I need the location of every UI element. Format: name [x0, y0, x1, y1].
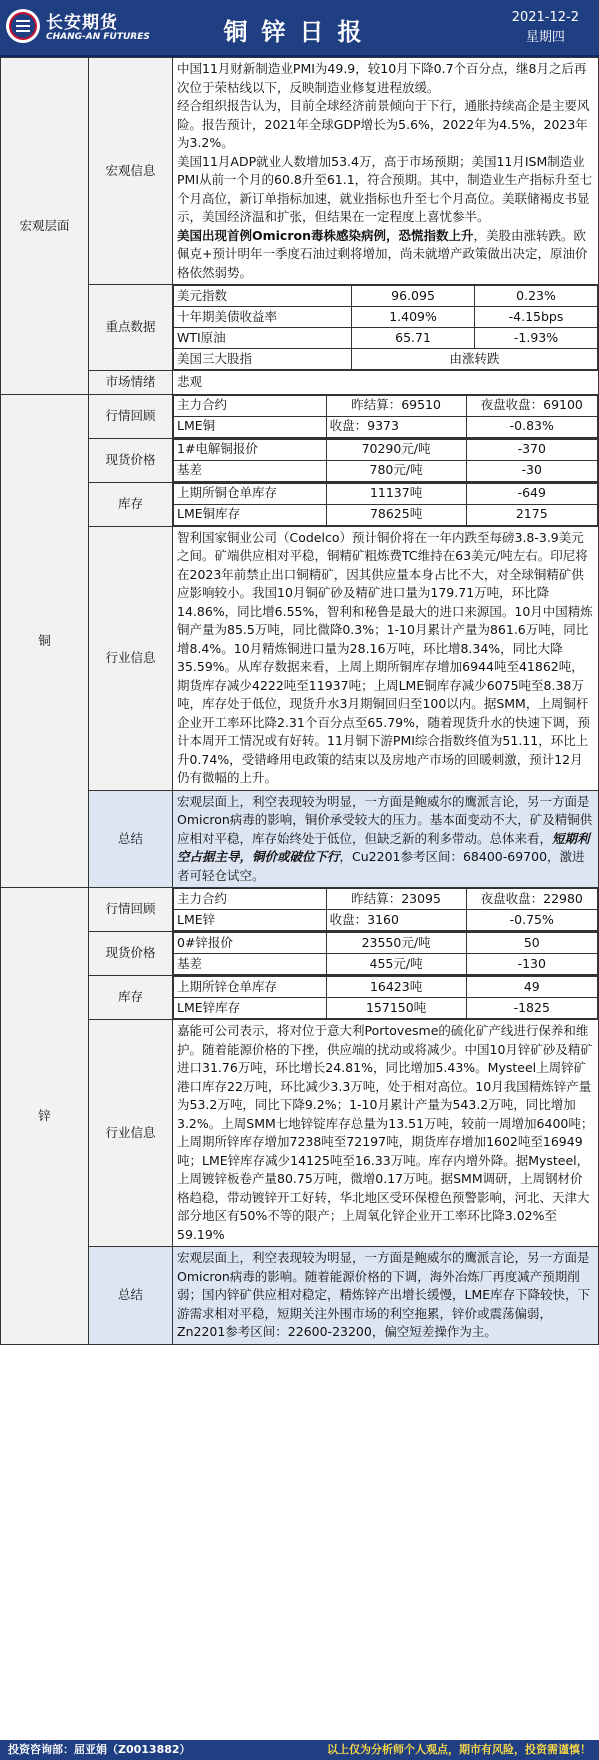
quote-value: 昨结算：69510 — [326, 395, 466, 416]
macro-key-table — [173, 285, 598, 370]
section-macro: 宏观层面 — [1, 58, 89, 395]
inv-name: LME铜库存 — [174, 504, 327, 525]
quote-value: 收盘：3160 — [326, 910, 466, 931]
zinc-summary-label: 总结 — [89, 1247, 173, 1345]
spot-name: 0#锌报价 — [174, 933, 327, 954]
inv-value: 78625吨 — [326, 504, 466, 525]
quote-change: -0.83% — [466, 416, 597, 437]
copper-spot-table — [173, 439, 598, 482]
zinc-inv-label: 库存 — [89, 976, 173, 1020]
spot-change: 50 — [466, 933, 597, 954]
copper-summary-tail: ，Cu2201参考区间：68400-69700，激进者可轻仓试空。 — [177, 849, 585, 883]
company-name-en: CHANG-AN FUTURES — [46, 32, 150, 42]
spot-change: -30 — [466, 460, 597, 481]
zinc-summary-text: 宏观层面上，利空表现较为明显，一方面是鲍威尔的鹰派言论，另一方面是Omicron病毒的影响。随着能源价格的下调，海外冶炼厂再度减产预期削弱；国内锌矿供应相对稳定，精炼锌产出增长缓慢，LME库存下降较快，下游需求相对平稳，短期关注外围市场的利空拖累，锌价或震荡偏弱，Zn2201参考区间：22600-23200，偏空短差操作为主。 — [173, 1247, 599, 1345]
copper-summary-label: 总结 — [89, 790, 173, 888]
table-row — [174, 933, 598, 954]
footer-analyst: 投资咨询部：屈亚娟（Z0013882） — [8, 1743, 191, 1756]
zinc-spot-label: 现货价格 — [89, 932, 173, 976]
report-title: 铜锌日报 — [223, 18, 376, 46]
quote-name: LME铜 — [174, 416, 327, 437]
table-row — [174, 307, 598, 328]
macro-info-p3: 美国11月ADP就业人数增加53.4万，高于市场预期；美国11月ISM制造业PMI从前一个月的60.8升至61.1，符合预期。其中，制造业生产指标升至七个月高位，新订单指标加速，就业指标也升至七个月高位。美联储褐皮书显示，美国经济温和扩张，但结果在一定程度上喜忧参半。 — [177, 153, 593, 224]
inv-change: 2175 — [466, 504, 597, 525]
quote-change: 夜盘收盘：22980 — [466, 889, 597, 910]
report-date — [512, 8, 579, 48]
table-row — [174, 954, 598, 975]
zinc-quote-cell — [173, 888, 599, 932]
report-footer — [0, 1740, 599, 1760]
spot-change: -370 — [466, 439, 597, 460]
macro-key-cell — [173, 285, 599, 371]
table-row — [174, 349, 598, 370]
inv-value: 11137吨 — [326, 483, 466, 504]
spot-value: 23550元/吨 — [326, 933, 466, 954]
copper-quote-label: 行情回顾 — [89, 394, 173, 438]
copper-industry-label: 行业信息 — [89, 526, 173, 790]
copper-inv-table — [173, 483, 598, 526]
table-row — [174, 889, 598, 910]
quote-value: 昨结算：23095 — [326, 889, 466, 910]
table-row — [174, 460, 598, 481]
spot-value: 780元/吨 — [326, 460, 466, 481]
macro-info-p4-bold: 美国出现首例Omicron毒株感染病例，恐慌指数上升 — [177, 227, 474, 243]
copper-spot-label: 现货价格 — [89, 438, 173, 482]
key-change: 0.23% — [475, 286, 598, 307]
spot-name: 1#电解铜报价 — [174, 439, 327, 460]
inv-change: -1825 — [466, 998, 597, 1019]
quote-change: -0.75% — [466, 910, 597, 931]
inv-name: LME锌库存 — [174, 998, 327, 1019]
copper-quote-table — [173, 395, 598, 438]
zinc-industry-text: 嘉能可公司表示，将对位于意大利Portovesme的硫化矿产线进行保养和维护。随着能源价格的下挫，供应端的扰动或将减少。中国10月锌矿砂及精矿进口31.76万吨，环比增长24.81%，同比增加5.43%。Mysteel上周锌矿港口库存22万吨，环比减少3.3万吨，处于相对高位。10月我国精炼锌产量为53.2万吨，同比下降9.2%；1-10月累计产量为543.2万吨，同比增加3.2%。上周SMM七地锌锭库存总量为13.51万吨，较前一周增加6400吨；上周期所锌库存增加7238吨至72197吨，期货库存增加1602吨至16949吨；LME锌库存减少14125吨至16.33万吨。库存内增外降。据Mysteel，上周镀锌板卷产量80.75万吨，微增0.17万吨。据SMM调研，上周钢材价格趋稳，带动镀锌开工好转，华北地区受环保橙色预警影响，河北、天津大部分地区有50%不等的限产；上周氧化锌企业开工率环比降3.02%至59.19% — [173, 1020, 599, 1247]
report-table — [0, 57, 599, 1345]
table-row — [174, 504, 598, 525]
table-row — [174, 998, 598, 1019]
copper-summary-main: 宏观层面上，利空表现较为明显，一方面是鲍威尔的鹰派言论，另一方面是Omicron病毒的影响，铜价承受较大的压力。基本面变动不大，矿及精铜供应相对平稳，库存始终处于低位，但缺乏新的利多带动。总体来看， — [177, 793, 593, 846]
table-row — [174, 439, 598, 460]
copper-spot-cell — [173, 438, 599, 482]
key-value: 96.095 — [352, 286, 475, 307]
spot-change: -130 — [466, 954, 597, 975]
key-change: -1.93% — [475, 328, 598, 349]
zinc-quote-table — [173, 888, 598, 931]
macro-info-p4 — [177, 227, 594, 283]
macro-info-p2: 经合组织报告认为，目前全球经济前景倾向于下行，通胀持续高企是主要风险。报告预计，2021年全球GDP增长为5.6%，2022年为4.5%，2023年为3.2%。 — [177, 98, 590, 150]
footer-disclaimer: 以上仅为分析师个人观点，期市有风险，投资需谨慎！ — [327, 1743, 591, 1756]
spot-value: 455元/吨 — [326, 954, 466, 975]
key-value: 65.71 — [352, 328, 475, 349]
zinc-spot-cell — [173, 932, 599, 976]
section-zinc: 锌 — [1, 888, 89, 1345]
inv-value: 16423吨 — [326, 977, 466, 998]
copper-industry-text: 智利国家铜业公司（Codelco）预计铜价将在一年内跌至每磅3.8-3.9美元之间。矿端供应相对平稳，铜精矿粗炼费TC维持在63美元/吨左右。印尼将在2023年前禁止出口铜精矿，因其供应量本身占比不大，对全球铜精矿供应影响较小。我国10月铜矿砂及精矿进口量为179.71万吨，环比降14.86%，同比增6.55%，智利和秘鲁是最大的进口来源国。10月中国精炼铜产量为85.5万吨，同比微降0.3%；1-10月累计产量为861.6万吨，同比增8.4%。10月精炼铜进口量为28.16万吨，环比增8.34%，同比大降35.59%。从库存数据来看，上周上期所铜库存增加6944吨至41862吨，期货库存减少4222吨至11937吨；上周LME铜库存减少6075吨至8.38万吨，库存处于低位，现货升水3月期铜回归至100以内。据SMM，上周铜杆企业开工率环比降2.31个百分点至65.79%，随着现货升水的快速下调，预计本周开工情况或有好转。11月铜下游PMI综合指数终值为51.11，环比上升0.74%，受错峰用电政策的结束以及房地产市场的回暖刺激，预计12月仍有微幅的上升。 — [173, 526, 599, 790]
copper-quote-cell — [173, 394, 599, 438]
copper-summary-bold: 短期利空占据主导，铜价或破位下行 — [177, 830, 590, 864]
key-name: 十年期美债收益率 — [174, 307, 352, 328]
table-row — [174, 328, 598, 349]
zinc-industry-label: 行业信息 — [89, 1020, 173, 1247]
table-row — [174, 395, 598, 416]
key-value: 由涨转跌 — [352, 349, 598, 370]
key-value: 1.409% — [352, 307, 475, 328]
quote-value: 收盘：9373 — [326, 416, 466, 437]
date-value: 2021-12-2 — [511, 10, 579, 25]
table-row — [174, 910, 598, 931]
macro-info-text — [173, 58, 599, 285]
sentiment-label: 市场情绪 — [89, 371, 173, 395]
weekday-value: 星期四 — [525, 30, 565, 45]
table-row — [174, 416, 598, 437]
quote-name: 主力合约 — [174, 889, 327, 910]
section-copper: 铜 — [1, 394, 89, 888]
copper-inv-cell — [173, 482, 599, 526]
zinc-quote-label: 行情回顾 — [89, 888, 173, 932]
macro-key-label: 重点数据 — [89, 285, 173, 371]
inv-change: -649 — [466, 483, 597, 504]
key-name: 美元指数 — [174, 286, 352, 307]
sentiment-value: 悲观 — [173, 371, 599, 395]
spot-name: 基差 — [174, 954, 327, 975]
spot-value: 70290元/吨 — [326, 439, 466, 460]
spot-name: 基差 — [174, 460, 327, 481]
inv-name: 上期所铜仓单库存 — [174, 483, 327, 504]
zinc-inv-cell — [173, 976, 599, 1020]
key-name: WTI原油 — [174, 328, 352, 349]
company-name-cn: 长安期货 — [46, 13, 118, 33]
copper-summary-text — [173, 790, 599, 888]
copper-inv-label: 库存 — [89, 482, 173, 526]
table-row — [174, 977, 598, 998]
quote-name: LME锌 — [174, 910, 327, 931]
macro-info-p1: 中国11月财新制造业PMI为49.9，较10月下降0.7个百分点，继8月之后再次位于荣枯线以下，反映制造业修复进程放缓。 — [177, 61, 587, 95]
table-row — [174, 286, 598, 307]
table-row — [174, 483, 598, 504]
inv-name: 上期所锌仓单库存 — [174, 977, 327, 998]
report-header — [0, 0, 599, 57]
key-name: 美国三大股指 — [174, 349, 352, 370]
macro-info-label: 宏观信息 — [89, 58, 173, 285]
zinc-inv-table — [173, 976, 598, 1019]
key-change: -4.15bps — [475, 307, 598, 328]
inv-value: 157150吨 — [326, 998, 466, 1019]
inv-change: 49 — [466, 977, 597, 998]
quote-change: 夜盘收盘：69100 — [466, 395, 597, 416]
quote-name: 主力合约 — [174, 395, 327, 416]
macro-info-p4-rest: ，美股由涨转跌。欧佩克+预计明年一季度石油过剩将增加，尚未就增产政策做出决定，原油价格依然弱势。 — [177, 227, 588, 280]
zinc-spot-table — [173, 932, 598, 975]
